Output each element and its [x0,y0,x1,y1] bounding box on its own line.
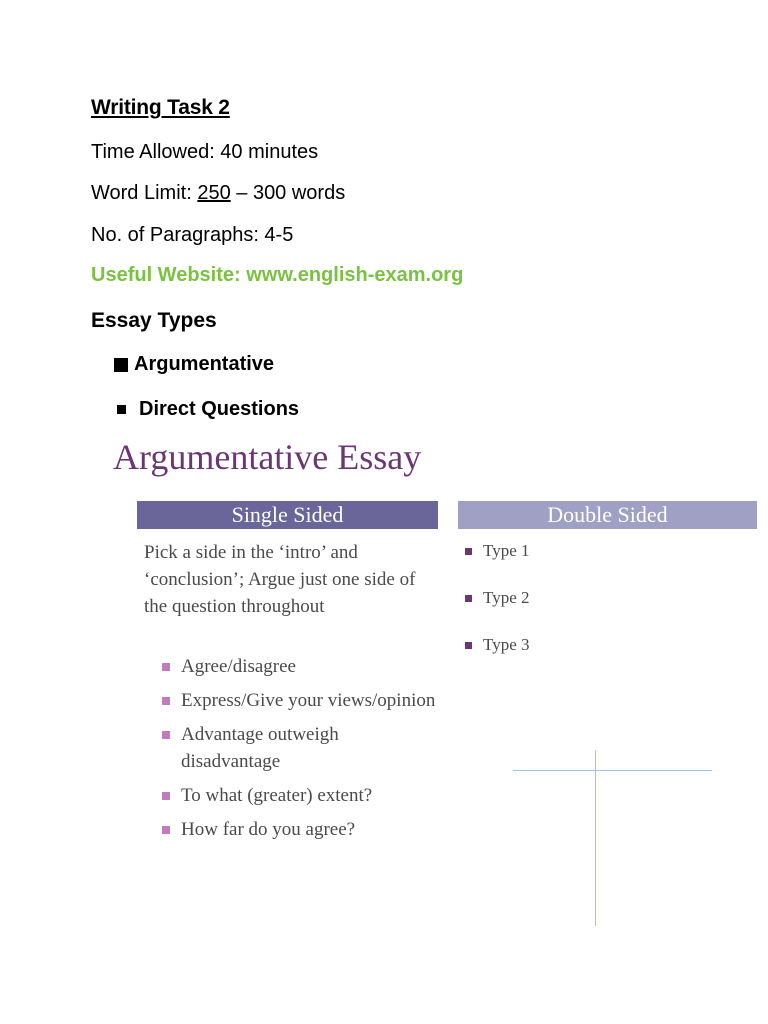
square-bullet-icon [162,826,170,834]
list-item-label: Advantage outweigh disadvantage [181,724,339,772]
paragraph-count: No. of Paragraphs: 4-5 [91,224,294,246]
essay-type-item [114,398,299,421]
essay-type-label: Argumentative [134,353,275,375]
list-item-label: Agree/disagree [181,656,296,677]
single-sided-list [162,653,442,850]
square-bullet-icon [162,697,170,705]
essay-types-heading: Essay Types [91,309,217,332]
list-item [162,721,442,775]
list-item-label: Type 3 [483,635,530,654]
word-limit [91,181,345,205]
list-item [162,782,442,809]
double-sided-header: Double Sided [458,501,757,529]
double-sided-list [465,539,530,680]
argumentative-essay-title: Argumentative Essay [113,437,422,477]
single-sided-description: Pick a side in the ‘intro’ and ‘conclusion’; Argue just one side of the question throughout [144,542,416,617]
list-item-label: Type 1 [483,541,530,560]
essay-type-label: Direct Questions [139,398,300,420]
list-item [162,653,442,680]
square-bullet-icon [465,595,472,602]
square-bullet-icon [162,792,170,800]
list-item [465,586,530,610]
word-limit-prefix: Word Limit: [91,182,198,204]
list-item-label: To what (greater) extent? [181,785,373,806]
crosshair-vertical-line [595,750,596,926]
square-bullet-icon [114,358,128,372]
word-limit-min: 250 [197,182,231,204]
task-heading: Writing Task 2 [91,96,230,119]
list-item-label: How far do you agree? [181,819,356,840]
time-allowed: Time Allowed: 40 minutes [91,141,319,163]
list-item [162,816,442,843]
essay-type-item [114,353,274,376]
square-bullet-icon [465,548,472,555]
list-item [465,539,530,563]
word-limit-suffix: – 300 words [230,182,346,204]
square-bullet-icon [162,663,170,671]
square-bullet-icon [162,731,170,739]
square-bullet-icon [465,642,472,649]
useful-website-link[interactable]: Useful Website: www.english-exam.org [91,264,464,286]
list-item-label: Type 2 [483,588,530,607]
single-sided-header: Single Sided [137,501,438,529]
list-item [465,633,530,657]
square-bullet-icon [117,405,126,414]
crosshair-horizontal-line [513,770,712,771]
list-item-label: Express/Give your views/opinion [181,690,436,711]
list-item [162,687,442,714]
